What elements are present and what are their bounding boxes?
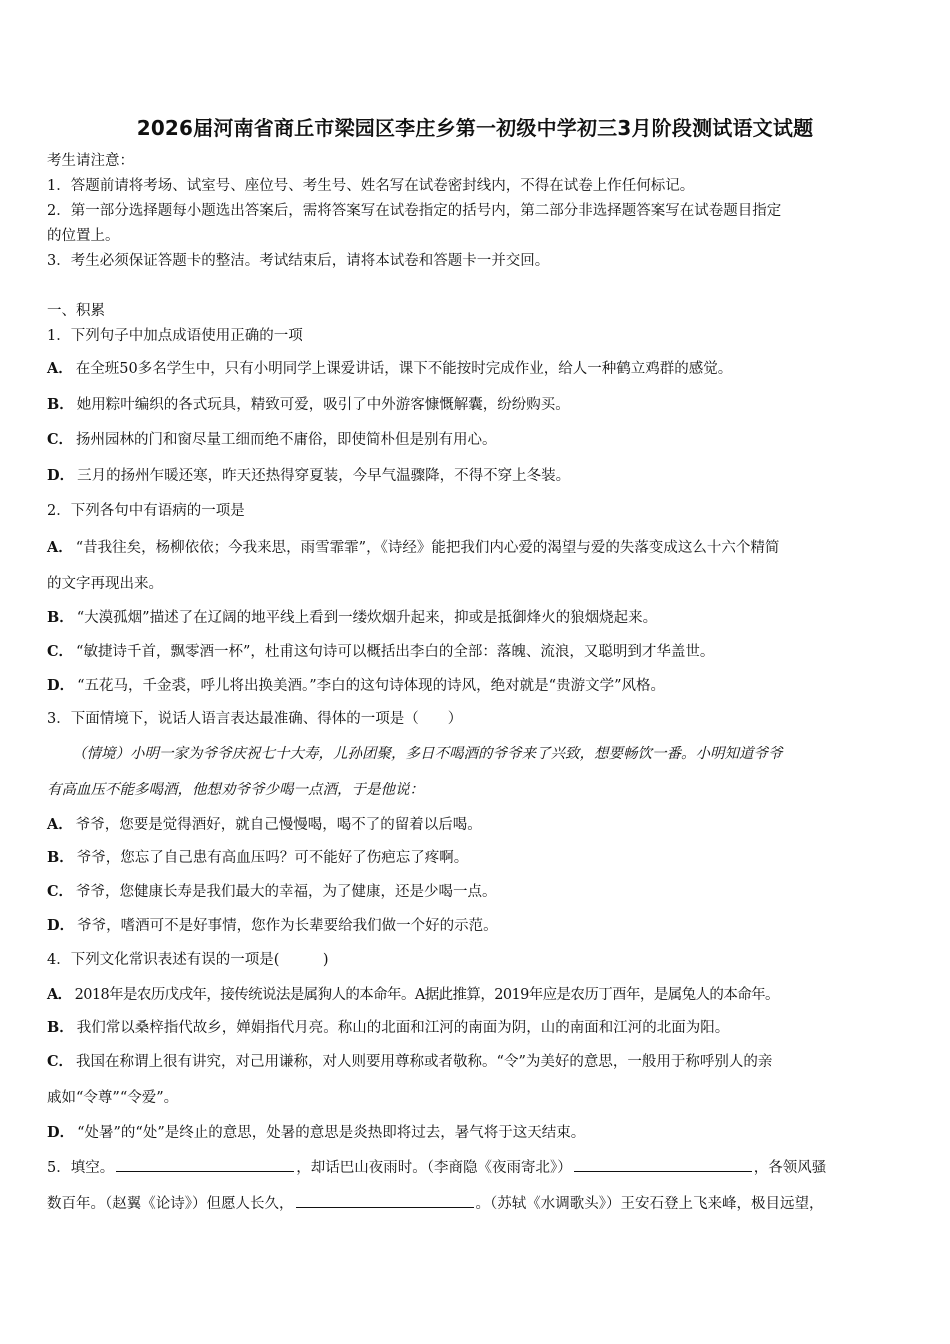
option-item (47, 538, 779, 558)
option-text: 爷爷，您忘了自己患有高血压吗？可不能好了伤疤忘了疼啊。 (76, 850, 469, 866)
option-item (47, 359, 732, 379)
option-label: A． (47, 986, 72, 1003)
option-label: B． (47, 396, 74, 413)
option-item (47, 1052, 772, 1072)
option-label: B． (47, 849, 74, 866)
notice-line: 2．第一部分选择题每小题选出答案后，需将答案写在试卷指定的括号内，第二部分非选择题答案写在试卷题目指定 (47, 203, 782, 219)
option-item (47, 1123, 585, 1143)
notice-line: 3．考生必须保证答题卡的整洁。考试结束后，请将本试卷和答题卡一并交回。 (47, 253, 550, 269)
option-text: 我们常以桑梓指代故乡，婵娟指代月亮。称山的北面和江河的南面为阴，山的南面和江河的北面为阳。 (76, 1020, 730, 1036)
option-item (47, 395, 570, 415)
option-text: 爷爷，您健康长寿是我们最大的幸福，为了健康，还是少喝一点。 (76, 884, 497, 900)
answer-blank[interactable] (296, 1193, 474, 1208)
option-text: “五花马，千金裘，呼儿将出换美酒。”李白的这句诗体现的诗风，绝对就是“贵游文学”风格。 (77, 678, 665, 694)
fill-in-text: ，却话巴山夜雨时。（李商隐《夜雨寄北》） (296, 1160, 572, 1176)
option-text: 三月的扬州乍暖还寒，昨天还热得穿夏装，今早气温骤降，不得不穿上冬装。 (77, 468, 571, 484)
option-item (47, 882, 497, 902)
option-text: “大漠孤烟”描述了在辽阔的地平线上看到一缕炊烟升起来，抑或是抵御烽火的狼烟烧起来。 (76, 610, 658, 626)
option-text: 爷爷，您要是觉得酒好，就自己慢慢喝，喝不了的留着以后喝。 (75, 817, 482, 833)
option-item (47, 916, 498, 936)
section-heading: 一、积累 (47, 303, 105, 319)
option-text: 我国在称谓上很有讲究，对己用谦称，对人则要用尊称或者敬称。“令”为美好的意思，一般用于称呼别人的亲 (76, 1054, 773, 1070)
option-text: 2018年是农历戊戌年，接传统说法是属狗人的本命年。A据此推算，2019年应是农历丁酉年，是属兔人的本命年。 (74, 987, 779, 1003)
option-label: A． (47, 539, 73, 556)
option-item (47, 430, 497, 450)
fill-in-text: ，各领风骚 (753, 1160, 827, 1176)
fill-in-text: 数百年。（赵翼《论诗》）但愿人长久， (47, 1196, 294, 1212)
question-stem: 2．下列各句中有语病的一项是 (47, 503, 245, 519)
option-label: D． (47, 1124, 75, 1141)
option-label: C． (47, 431, 74, 448)
option-text: 爷爷，嗜酒可不是好事情，您作为长辈要给我们做一个好的示范。 (77, 918, 498, 934)
exam-title: 2026届河南省商丘市梁园区李庄乡第一初级中学初三3月阶段测试语文试题 (136, 116, 814, 140)
option-continuation: 戚如“令尊”“令爱”。 (47, 1090, 179, 1106)
option-continuation: 的文字再现出来。 (47, 576, 163, 592)
option-item (47, 608, 657, 628)
option-item (47, 676, 665, 696)
notice-line: 的位置上。 (47, 228, 120, 244)
answer-blank[interactable] (574, 1157, 752, 1172)
situation-text: （情境）小明一家为爷爷庆祝七十大寿，儿孙团聚，多日不喝酒的爷爷来了兴致，想要畅饮一番。小明知道爷爷 (72, 746, 783, 762)
notice-heading: 考生请注意： (47, 153, 134, 169)
option-label: C． (47, 883, 74, 900)
option-label: B． (47, 609, 74, 626)
answer-blank[interactable] (116, 1157, 294, 1172)
option-item (47, 642, 714, 662)
question-label: 5．填空。 (47, 1160, 115, 1176)
fill-in-line (47, 1157, 826, 1178)
situation-text: 有高血压不能多喝酒，他想劝爷爷少喝一点酒，于是他说： (47, 782, 424, 798)
option-item (47, 815, 482, 835)
option-label: D． (47, 917, 75, 934)
option-label: A． (47, 360, 73, 377)
fill-in-line (47, 1193, 824, 1214)
notice-line: 1．答题前请将考场、试室号、座位号、考生号、姓名写在试卷密封线内，不得在试卷上作任何标记。 (47, 178, 695, 194)
fill-in-text: 。（苏轼《水调歌头》）王安石登上飞来峰，极目远望， (475, 1196, 824, 1212)
question-stem: 4．下列文化常识表述有误的一项是( ) (47, 952, 329, 968)
option-text: “敏捷诗千首，飘零酒一杯”，杜甫这句诗可以概括出李白的全部：落魄、流浪，又聪明到才华盖世。 (76, 644, 715, 660)
option-text: 扬州园林的门和窗尽量工细而绝不庸俗，即使简朴但是别有用心。 (76, 432, 497, 448)
option-text: “处暑”的“处”是终止的意思，处暑的意思是炎热即将过去，暑气将于这天结束。 (77, 1125, 586, 1141)
option-item (47, 466, 570, 486)
question-stem: 1．下列句子中加点成语使用正确的一项 (47, 328, 303, 344)
option-item (47, 1018, 729, 1038)
option-label: B． (47, 1019, 74, 1036)
option-item (47, 985, 779, 1005)
option-label: A． (47, 816, 73, 833)
option-item (47, 848, 468, 868)
option-label: C． (47, 643, 74, 660)
option-text: 在全班50多名学生中，只有小明同学上课爱讲话，课下不能按时完成作业，给人一种鹤立鸡群的感觉。 (75, 361, 733, 377)
option-text: “昔我往矣，杨柳依依；今我来思，雨雪霏霏”，《诗经》能把我们内心爱的渴望与爱的失落变成这么十六个精简 (75, 540, 780, 556)
option-text: 她用粽叶编织的各式玩具，精致可爱，吸引了中外游客慷慨解囊，纷纷购买。 (76, 397, 570, 413)
question-stem: 3．下面情境下，说话人语言表达最准确、得体的一项是（ ） (47, 711, 463, 727)
option-label: C． (47, 1053, 74, 1070)
option-label: D． (47, 677, 75, 694)
option-label: D． (47, 467, 75, 484)
